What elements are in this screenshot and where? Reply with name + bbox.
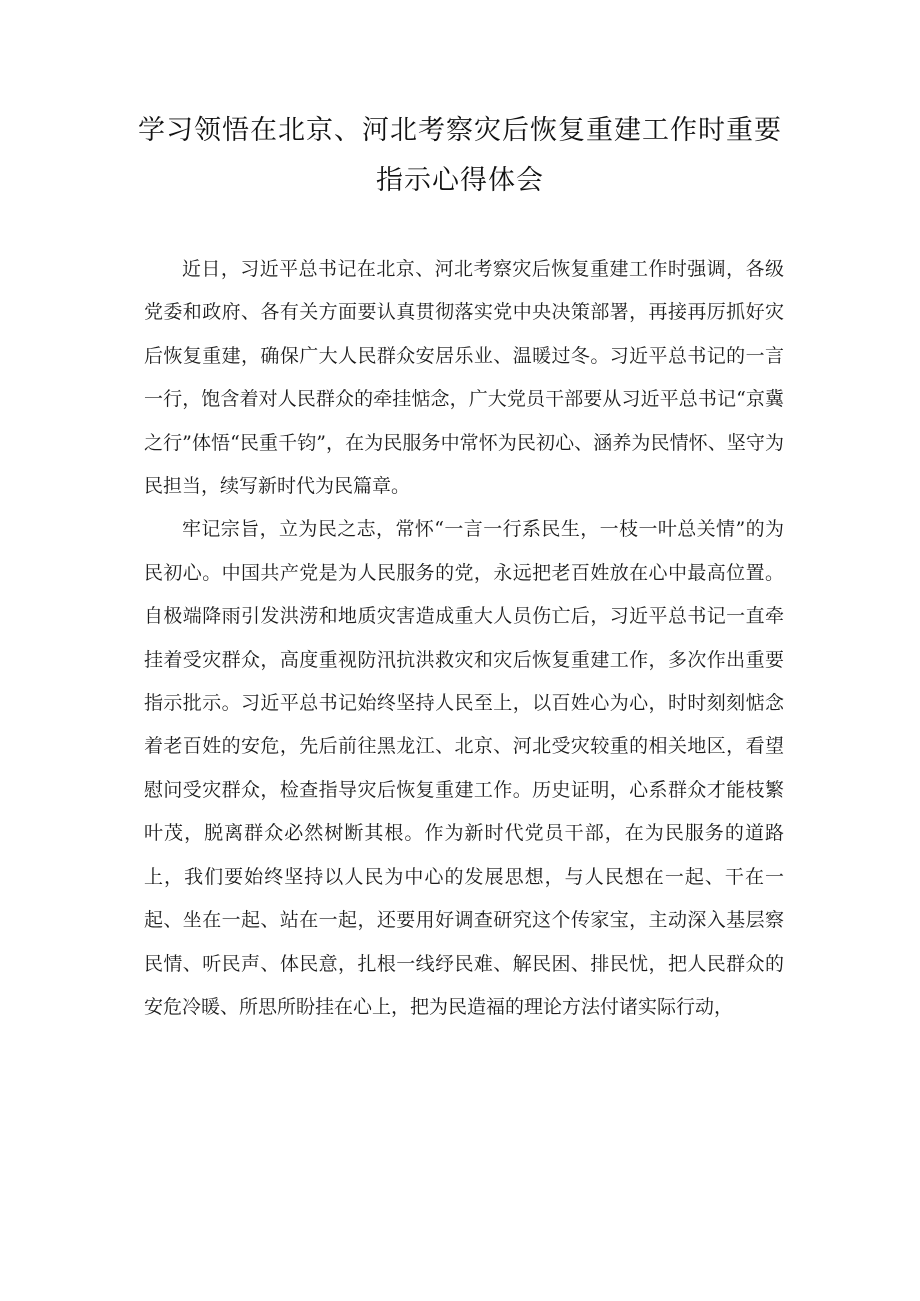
document-body <box>144 248 784 1029</box>
paragraph-1: 近日，习近平总书记在北京、河北考察灾后恢复重建工作时强调，各级党委和政府、各有关方面要认真贯彻落实党中央决策部署，再接再厉抓好灾后恢复重建，确保广大人民群众安居乐业、温暖过冬。习近平总书记的一言一行，饱含着对人民群众的牵挂惦念，广大党员干部要从习近平总书记“京冀之行”体悟“民重千钧”，在为民服务中常怀为民初心、涵养为民情怀、坚守为民担当，续写新时代为民篇章。 <box>144 258 784 498</box>
title-line-2: 指示心得体会 <box>376 165 544 196</box>
title-line-1: 学习领悟在北京、河北考察灾后恢复重建工作时重要 <box>138 115 782 146</box>
document-title <box>120 106 800 206</box>
paragraph-2: 牢记宗旨，立为民之志，常怀“一言一行系民生，一枝一叶总关情”的为民初心。中国共产党是为人民服务的党，永远把老百姓放在心中最高位置。自极端降雨引发洪涝和地质灾害造成重大人员伤亡后，习近平总书记一直牵挂着受灾群众，高度重视防汛抗洪救灾和灾后恢复重建工作，多次作出重要指示批示。习近平总书记始终坚持人民至上，以百姓心为心，时时刻刻惦念着老百姓的安危，先后前往黑龙江、北京、河北受灾较重的相关地区，看望慰问受灾群众，检查指导灾后恢复重建工作。历史证明，心系群众才能枝繁叶茂，脱离群众必然树断其根。作为新时代党员干部，在为民服务的道路上，我们要始终坚持以人民为中心的发展思想，与人民想在一起、干在一起、坐在一起、站在一起，还要用好调查研究这个传家宝，主动深入基层察民情、听民声、体民意，扎根一线纾民难、解民困、排民忧，把人民群众的安危冷暖、所思所盼挂在心上，把为民造福的理论方法付诸实际行动， <box>144 518 784 1018</box>
